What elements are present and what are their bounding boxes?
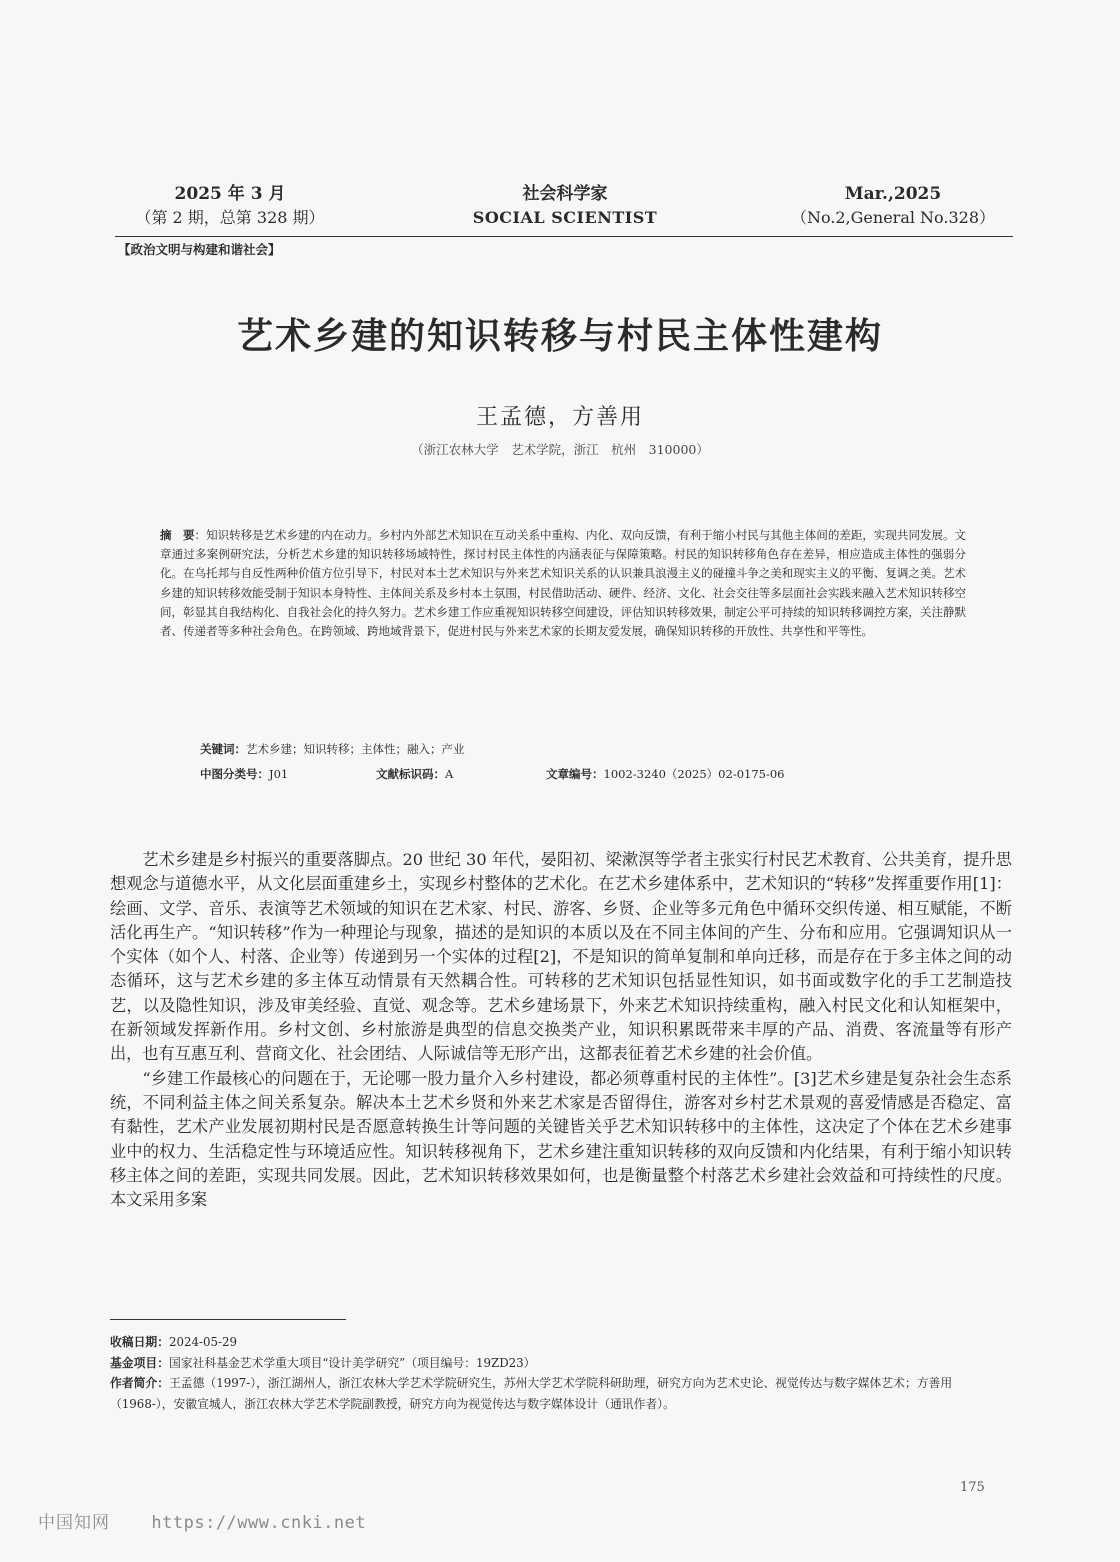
section-tag: 【政治文明与构建和谐社会】 xyxy=(118,242,281,257)
authors: 王孟德，方善用 xyxy=(475,405,644,430)
header-date-en-line: Mar.,2025 xyxy=(844,184,942,204)
footnote-rule xyxy=(110,1319,346,1320)
page-number: 175 xyxy=(960,1480,985,1495)
header-rule xyxy=(115,236,1013,237)
keywords xyxy=(200,741,465,757)
document-code-value: A xyxy=(445,767,454,781)
footnote-received xyxy=(110,1332,1012,1353)
document-code xyxy=(376,766,453,782)
abstract xyxy=(160,526,966,641)
header-date-cn: 2025 年 3 月 xyxy=(174,184,286,204)
footnote-author xyxy=(110,1373,1012,1414)
footnote-label: 作者简介： xyxy=(110,1376,169,1390)
footnotes xyxy=(110,1332,1012,1414)
journal-name xyxy=(435,182,695,230)
article-number-value: 1002-3240（2025）02-0175-06 xyxy=(603,767,785,781)
footnote-label: 收稿日期： xyxy=(110,1335,169,1349)
header-issue-en: （No.2,General No.328） xyxy=(790,208,996,227)
watermark-site: 中国知网 xyxy=(38,1513,110,1533)
document-code-label: 文献标识码： xyxy=(376,767,445,781)
header-date-en xyxy=(773,182,1013,230)
body-text xyxy=(110,848,1012,1212)
journal-name-cn: 社会科学家 xyxy=(522,184,608,204)
clc-label: 中图分类号： xyxy=(200,767,269,781)
journal-name-en: SOCIAL SCIENTIST xyxy=(472,208,658,227)
watermark-url: https://www.cnki.net xyxy=(151,1513,367,1533)
article-number xyxy=(546,766,785,782)
clc-number xyxy=(200,766,288,782)
keywords-label: 关键词： xyxy=(200,742,246,756)
cnki-watermark xyxy=(38,1508,366,1533)
header-date xyxy=(115,182,345,230)
header-issue-cn: （第 2 期，总第 328 期） xyxy=(135,208,325,227)
article-meta xyxy=(200,766,920,786)
article-number-label: 文章编号： xyxy=(546,767,604,781)
article-title: 艺术乡建的知识转移与村民主体性建构 xyxy=(236,315,883,357)
footnote-text: 2024-05-29 xyxy=(169,1335,238,1349)
footnote-fund xyxy=(110,1353,1012,1374)
footnote-label: 基金项目： xyxy=(110,1355,169,1370)
keywords-text: 艺术乡建；知识转移；主体性；融入；产业 xyxy=(246,742,465,756)
abstract-label: 摘 要 ： xyxy=(160,528,206,542)
footnote-text: 国家社科基金艺术学重大项目“设计美学研究”（项目编号：19ZD23） xyxy=(169,1355,536,1370)
abstract-text: 知识转移是艺术乡建的内在动力。乡村内外部艺术知识在互动关系中重构、内化、双向反馈，有利于缩小村民与其他主体间的差距，实现共同发展。文章通过多案例研究法，分析艺术乡建的知识转移场域特性，探讨村民主体性的内涵表征与保障策略。村民的知识转移角色存在差异，相应造成主体性的强弱分化。在乌托邦与自反性两种价值方位引导下，村民对本土艺术知识与外来艺术知识关系的认识兼具浪漫主义的碰撞斗争之美和现实主义的平衡、复调之美。艺术乡建的知识转移效能受制于知识本身特性、主体间关系及乡村本土氛围，村民借助活动、硬件、经济、文化、社会交往等多层面社会实践来融入艺术知识转移空间，彰显其自我结构化、自我社会化的持久努力。艺术乡建工作应重视知识转移空间建设，评估知识转移效果，制定公平可持续的知识转移调控方案，关注静默者、传递者等多种社会角色。在跨领域、跨地域背景下，促进村民与外来艺术家的长期友爱发展，确保知识转移的开放性、共享性和平等性。 xyxy=(160,528,966,639)
body-paragraph: “乡建工作最核心的问题在于，无论哪一股力量介入乡村建设，都必须尊重村民的主体性”。[3]艺术乡建是复杂社会生态系统，不同利益主体之间关系复杂。解决本土艺术乡贤和外来艺术家是否留得住，游客对乡村艺术景观的喜爱情感是否稳定、富有黏性，艺术产业发展初期村民是否愿意转换生计等问题的关键皆关乎艺术知识转移中的主体性，这决定了个体在艺术乡建事业中的权力、生活稳定性与环境适应性。知识转移视角下，艺术乡建注重知识转移的双向反馈和内化结果，有利于缩小知识转移主体之间的差距，实现共同发展。因此，艺术知识转移效果如何，也是衡量整个村落艺术乡建社会效益和可持续性的尺度。本文采用多案 xyxy=(110,1068,1012,1210)
clc-value: J01 xyxy=(269,767,289,781)
running-header xyxy=(115,182,1013,234)
footnote-text: 王孟德（1997-），浙江湖州人，浙江农林大学艺术学院研究生，苏州大学艺术学院科研助理，研究方向为艺术史论、视觉传达与数字媒体艺术；方善用（1968-），安徽宣城人，浙江农林大学艺术学院副教授，研究方向为视觉传达与数字媒体设计（通讯作者）。 xyxy=(110,1376,953,1411)
body-paragraph: 艺术乡建是乡村振兴的重要落脚点。20 世纪 30 年代，晏阳初、梁漱溟等学者主张实行村民艺术教育、公共美育，提升思想观念与道德水平，从文化层面重建乡土，实现乡村整体的艺术化。在艺术乡建体系中，艺术知识的“转移”发挥重要作用[1]：绘画、文学、音乐、表演等艺术领域的知识在艺术家、村民、游客、乡贤、企业等多元角色中循环交织传递、相互赋能，不断活化再生产。“知识转移”作为一种理论与现象，描述的是知识的本质以及在不同主体间的产生、分布和应用。它强调知识从一个实体（如个人、村落、企业等）传递到另一个实体的过程[2]，不是知识的简单复制和单向迁移，而是存在于多主体之间的动态循环，这与艺术乡建的多主体互动情景有天然耦合性。可转移的艺术知识包括显性知识，如书面或数字化的手工艺制造技艺，以及隐性知识，涉及审美经验、直觉、观念等。艺术乡建场景下，外来艺术知识持续重构，融入村民文化和认知框架中，在新领域发挥新作用。乡村文创、乡村旅游是典型的信息交换类产业，知识积累既带来丰厚的产品、消费、客流量等有形产出，也有互惠互利、营商文化、社会团结、人际诚信等无形产出，这都表征着艺术乡建的社会价值。 xyxy=(110,850,1012,1064)
affiliation: （浙江农林大学 艺术学院，浙江 杭州 310000） xyxy=(411,442,709,457)
